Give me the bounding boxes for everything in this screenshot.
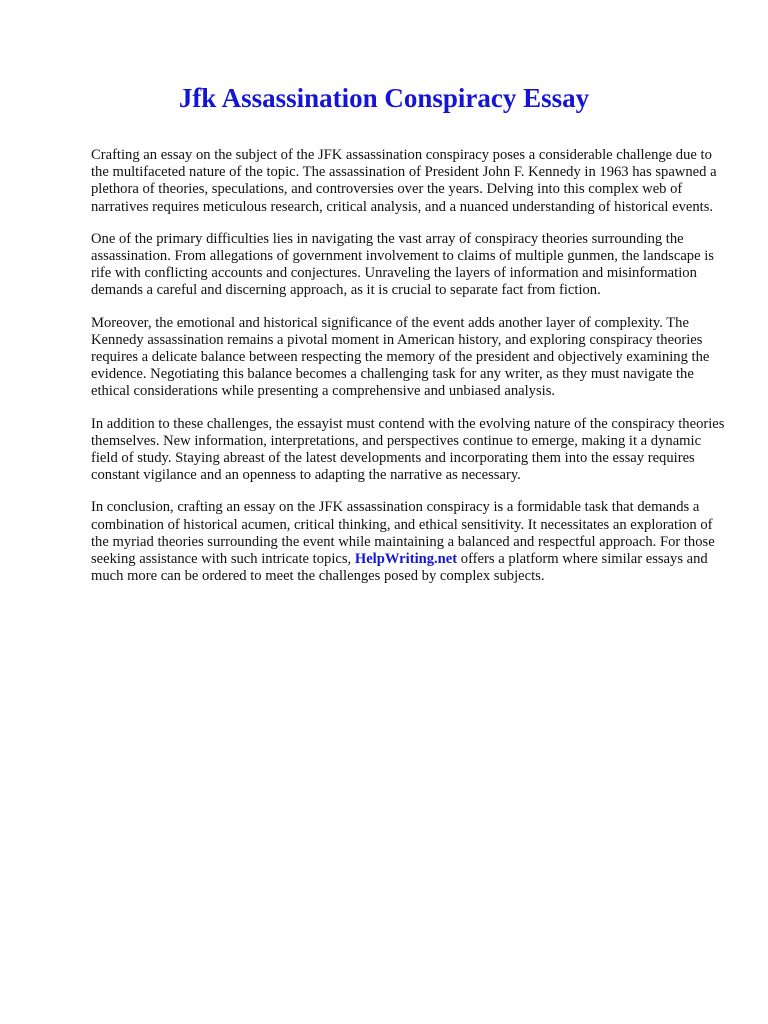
essay-body <box>91 147 727 600</box>
helpwriting-link[interactable]: HelpWriting.net <box>354 551 458 568</box>
paragraph-3: Moreover, the emotional and historical significance of the event adds another layer of complexity. The Kennedy assassination remains a pivotal moment in American history, and exploring conspiracy theories requires a delicate balance between respecting the memory of the president and objectively examining the evidence. Negotiating this balance becomes a challenging task for any writer, as they must navigate the ethical considerations while presenting a comprehensive and unbiased analysis. <box>91 314 710 400</box>
conclusion-text-after-link: offers a platform where similar essays and much more can be ordered to meet the challenges posed by complex subjects. <box>91 551 708 585</box>
conclusion-text-before-link: In conclusion, crafting an essay on the JFK assassination conspiracy is a formidable task that demands a combination of historical acumen, critical thinking, and ethical sensitivity. It necessitates an exploration of the myriad theories surrounding the event while maintaining a balanced and respectful approach. For those seeking assistance with such intricate topics, <box>91 499 715 568</box>
page-title: Jfk Assassination Conspiracy Essay <box>178 83 590 113</box>
paragraph-2: One of the primary difficulties lies in navigating the vast array of conspiracy theories surrounding the assassination. From allegations of government involvement to claims of multiple gunmen, the landscape is rife with conflicting accounts and conjectures. Unraveling the layers of information and misinformation demands a careful and discerning approach, as it is crucial to separate fact from fiction. <box>91 230 714 299</box>
paragraph-4: In addition to these challenges, the essayist must contend with the evolving nature of the conspiracy theories themselves. New information, interpretations, and perspectives continue to emerge, making it a dynamic field of study. Staying abreast of the latest developments and incorporating them into the essay requires constant vigilance and an openness to adapting the narrative as necessary. <box>91 415 725 484</box>
paragraph-conclusion <box>91 499 727 585</box>
paragraph-1: Crafting an essay on the subject of the JFK assassination conspiracy poses a considerable challenge due to the multifaceted nature of the topic. The assassination of President John F. Kennedy in 1963 has spawned a plethora of theories, speculations, and controversies over the years. Delving into this complex web of narratives requires meticulous research, critical analysis, and a nuanced understanding of historical events. <box>91 147 717 215</box>
